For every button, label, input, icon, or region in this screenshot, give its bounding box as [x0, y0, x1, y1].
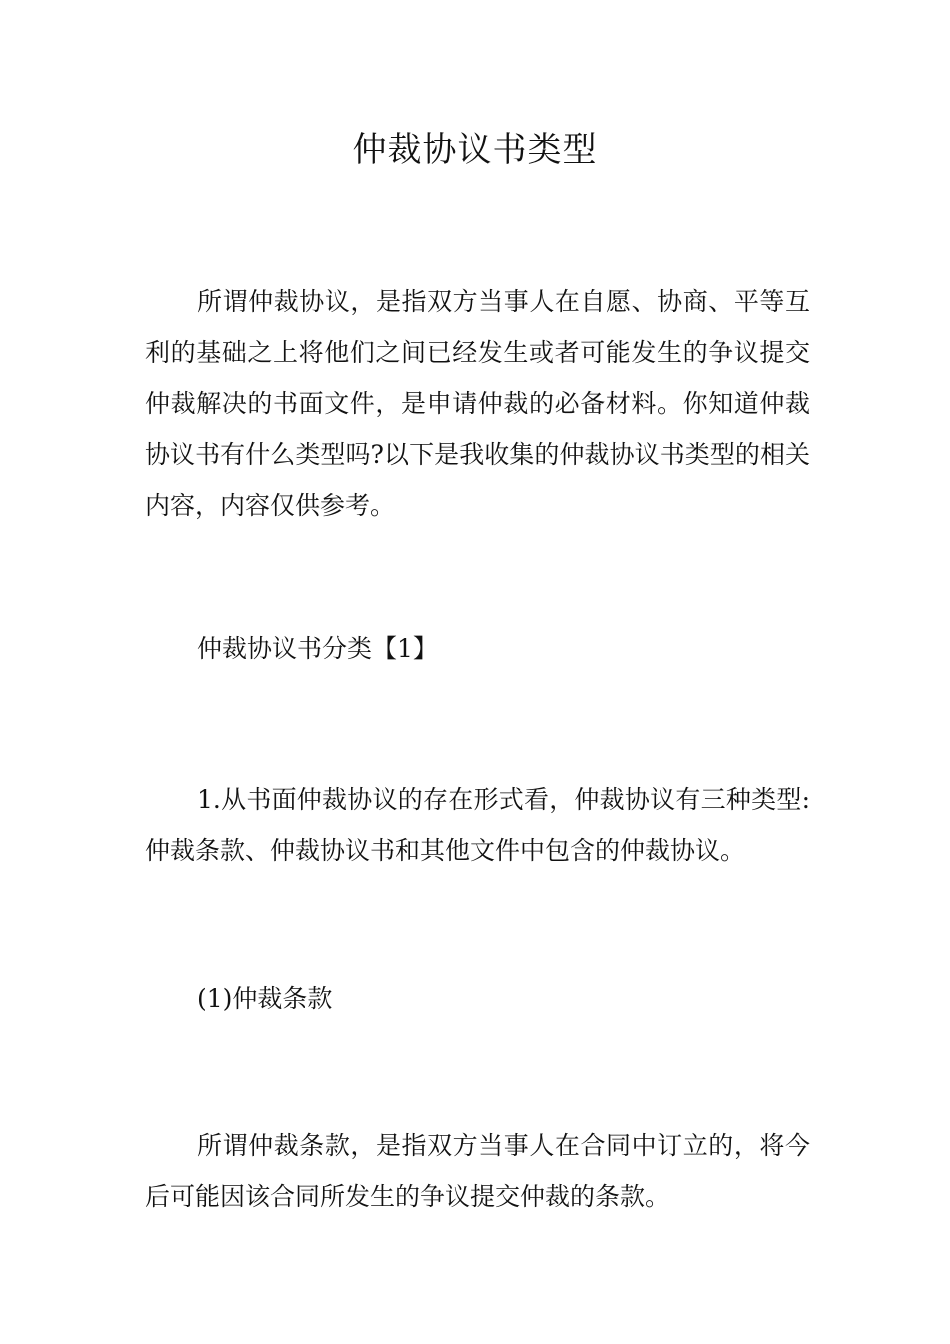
section-heading: 仲裁协议书分类【1】 — [197, 634, 438, 663]
body-paragraph: 1.从书面仲裁协议的存在形式看，仲裁协议有三种类型:仲裁条款、仲裁协议书和其他文件中包含的仲裁协议。 — [145, 785, 810, 865]
body-paragraph: 所谓仲裁条款，是指双方当事人在合同中订立的，将今后可能因该合同所发生的争议提交仲裁的条款。 — [145, 1131, 810, 1211]
document-title: 仲裁协议书类型 — [352, 130, 598, 170]
subsection-heading: (1)仲裁条款 — [197, 984, 333, 1013]
intro-paragraph: 所谓仲裁协议，是指双方当事人在自愿、协商、平等互利的基础之上将他们之间已经发生或者可能发生的争议提交仲裁解决的书面文件，是申请仲裁的必备材料。你知道仲裁协议书有什么类型吗?以下是我收集的仲裁协议书类型的相关内容，内容仅供参考。 — [145, 287, 810, 520]
